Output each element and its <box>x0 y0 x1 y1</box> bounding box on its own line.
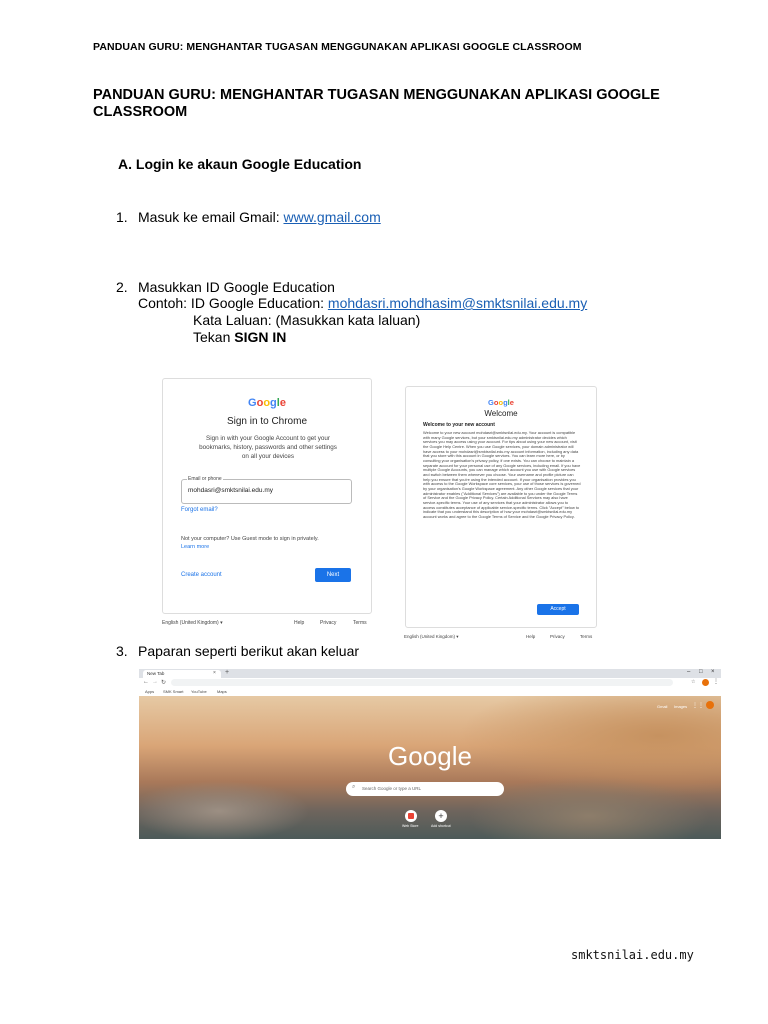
web-store-label: Web Store <box>402 824 419 828</box>
step-2-line-1: Masukkan ID Google Education <box>138 279 335 295</box>
web-store-shortcut[interactable] <box>405 810 417 822</box>
bookmark-smk-smart[interactable]: SMK Smart <box>163 689 184 694</box>
step-1-text <box>138 209 381 225</box>
step-2-number: 2. <box>116 279 128 295</box>
search-placeholder: Search Google or type a URL <box>362 786 422 791</box>
signin-screenshot <box>162 378 372 614</box>
reload-icon[interactable]: ↻ <box>161 680 167 686</box>
forward-icon[interactable]: → <box>152 679 158 685</box>
add-shortcut-button[interactable] <box>435 810 447 822</box>
google-logo: Google <box>488 398 514 407</box>
email-field-value: mohdasri@smktsnilai.edu.my <box>188 487 273 494</box>
step-3 <box>116 643 516 661</box>
welcome-language-select[interactable] <box>404 634 459 640</box>
tab-new-tab[interactable] <box>143 670 221 678</box>
learn-more-link[interactable]: Learn more <box>181 544 210 550</box>
signin-terms-link[interactable]: Terms <box>353 620 367 626</box>
example-email-link[interactable]: mohdasri.mohdhasim@smktsnilai.edu.my <box>327 295 588 311</box>
browser-screenshot <box>139 669 721 839</box>
footer-site: smktsnilai.edu.my <box>571 948 694 962</box>
title-line-2: CLASSROOM <box>93 104 188 120</box>
chevron-down-icon: ▾ <box>456 634 459 639</box>
step-2 <box>116 279 676 349</box>
section-a-heading: A. Login ke akaun Google Education <box>118 156 362 172</box>
add-shortcut-label: Add shortcut <box>431 824 451 828</box>
next-button[interactable]: Next <box>315 568 351 582</box>
email-field-label: Email or phone <box>188 476 222 482</box>
step-1-number: 1. <box>116 209 128 225</box>
gmail-link[interactable]: Gmail <box>657 704 668 709</box>
welcome-privacy-link[interactable]: Privacy <box>550 634 565 639</box>
window-close-icon[interactable]: × <box>711 669 715 675</box>
sign-in-emphasis: SIGN IN <box>234 329 287 345</box>
welcome-heading: Welcome <box>484 409 518 418</box>
title-line-1: PANDUAN GURU: MENGHANTAR TUGASAN MENGGUNAKAN APLIKASI GOOGLE <box>93 87 660 103</box>
guest-mode-text: Not your computer? Use Guest mode to sign in privately. <box>181 536 319 542</box>
welcome-body: Welcome to your new account mohdasri@smktsnilai.edu.my. Your account is compatible with many Google services, but your smktsnilai.edu.my administrator decides which services you may access using your account. For tips about using your new account, visit the Google Help Centre. When you use Google services, your domain administrator will have access to your mohdasri@smktsnilai.edu.my account information, including any data that you store with this account in Google services. You can learn more here, or by consulting your organisation's privacy policy, if one exists. You can choose to maintain a separate account for your personal use of any Google services, including email. If you have multiple Google Accounts, you can manage which account you use with Google services and switch between them whenever you choose. Your username and profile picture can help you ensure that you're using the intended account. If your organisation provides you with access to the Google Workspace core services, your use of those services is governed by your organisation's Google Workspace agreement. Any other Google services that your administrator enables ("Additional Services") are available to you under the Google Terms of Service and the Google Privacy Policy. Certain Additional Services may also have service-specific terms. Your use of any services that your administrator allows you to access constitutes acceptance of applicable service-specific terms. Click "Accept" below to indicate that you understand this description of how your mohdasri@smktsnilai.edu.my account works and agree to the Google Terms of Service and the Google Privacy Policy. <box>423 431 581 519</box>
signin-language-select[interactable] <box>162 620 223 626</box>
images-link[interactable]: Images <box>674 704 688 709</box>
forgot-email-link[interactable]: Forgot email? <box>181 507 218 513</box>
plus-icon: + <box>438 811 444 821</box>
search-input[interactable] <box>346 782 504 796</box>
tab-bar <box>139 669 721 678</box>
signin-help-link[interactable]: Help <box>294 620 305 626</box>
search-icon: ⌕ <box>352 784 356 790</box>
step-2-line-2-label: Contoh: ID Google Education: <box>138 295 328 311</box>
welcome-help-link[interactable]: Help <box>526 634 536 639</box>
welcome-screenshot <box>405 386 597 628</box>
new-tab-background <box>139 696 721 839</box>
step-2-line-4 <box>193 329 286 345</box>
bookmarks-bar <box>139 688 721 696</box>
create-account-link[interactable]: Create account <box>181 572 222 578</box>
account-avatar[interactable] <box>706 701 714 709</box>
address-bar[interactable] <box>171 679 673 686</box>
chevron-down-icon: ▾ <box>220 620 223 626</box>
menu-icon[interactable]: ⋮ <box>713 679 719 685</box>
google-logo: Google <box>388 741 472 771</box>
accept-button[interactable]: Accept <box>537 604 579 615</box>
back-icon[interactable]: ← <box>143 679 149 685</box>
running-header: PANDUAN GURU: MENGHANTAR TUGASAN MENGGUNAKAN APLIKASI GOOGLE CLASSROOM <box>93 41 582 53</box>
step-1-label: Masuk ke email Gmail: <box>138 209 284 225</box>
bookmark-apps[interactable]: Apps <box>145 689 155 694</box>
signin-privacy-link[interactable]: Privacy <box>320 620 337 626</box>
welcome-language-label: English (United Kingdom) <box>404 634 456 639</box>
welcome-subheading: Welcome to your new account <box>423 422 495 428</box>
step-3-number: 3. <box>116 643 128 659</box>
signin-heading: Sign in to Chrome <box>226 416 308 427</box>
close-icon[interactable]: × <box>213 670 216 676</box>
minimize-icon[interactable]: – <box>687 669 691 675</box>
email-field[interactable] <box>181 476 352 504</box>
step-3-text: Paparan seperti berikut akan keluar <box>138 643 360 659</box>
star-icon[interactable]: ☆ <box>691 679 696 685</box>
google-logo: Google <box>248 397 286 409</box>
welcome-terms-link[interactable]: Terms <box>580 634 593 639</box>
bookmark-maps[interactable]: Maps <box>217 689 227 694</box>
signin-description: Sign in with your Google Account to get your bookmarks, history, passwords and other settings on all your devices <box>199 435 337 460</box>
signin-language-label: English (United Kingdom) <box>162 620 219 626</box>
step-2-line-4-label: Tekan <box>193 329 235 345</box>
apps-grid-icon[interactable]: ⋮⋮ <box>692 703 704 709</box>
bookmark-youtube[interactable]: YouTube <box>191 689 207 694</box>
tab-title: New Tab <box>147 671 165 676</box>
profile-avatar[interactable] <box>702 679 709 686</box>
web-store-icon <box>408 813 414 819</box>
document-title <box>93 87 693 121</box>
step-2-line-2 <box>138 295 587 311</box>
step-1 <box>116 209 616 227</box>
step-2-line-3: Kata Laluan: (Masukkan kata laluan) <box>193 312 421 328</box>
new-tab-button[interactable]: + <box>225 669 230 676</box>
gmail-link[interactable]: www.gmail.com <box>283 209 381 225</box>
maximize-icon[interactable]: □ <box>699 669 703 675</box>
